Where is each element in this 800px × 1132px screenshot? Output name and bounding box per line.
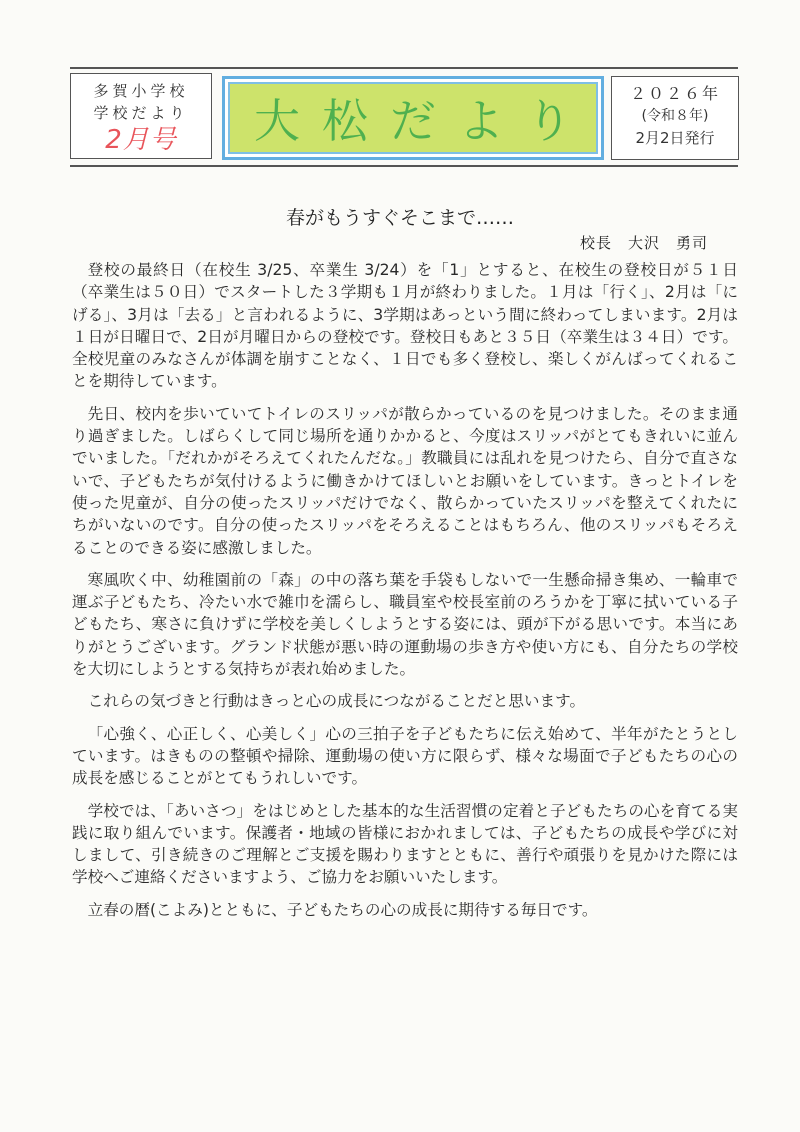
school-info-box [70,73,212,159]
masthead-title-box [222,76,604,160]
newsletter-label: 学校だより [93,104,189,122]
school-name: 多賀小学校 [93,82,189,100]
paragraph: 立春の暦(こよみ)とともに、子どもたちの心の成長に期待する毎日です。 [87,900,598,919]
era-year: (令和８年) [641,108,709,124]
masthead-title: 大松だより [254,94,594,148]
paragraph: 登校の最終日（在校生 3/25、卒業生 3/24）を「1」とすると、在校生の登校日が５１日（卒業生は５０日）でスタートした３学期も１月が終わりました。１月は「行く」、2月は「にげる」、3月は「去る」と言われるように、3学期はあっという間に終わってしまいます。2月は１日が日曜日で、2日が月曜日からの登校です。登校日もあと３５日（卒業生は３４日）です。全校児童のみなさんが体調を崩すことなく、１日でも多く登校し、楽しくがんばってくれることを期待しています。 [72,261,738,391]
header-bottom-rule [70,165,738,167]
issue-number: 2月号 [105,125,177,155]
paragraph: これらの気づきと行動はきっと心の成長につながることだと思います。 [87,692,586,711]
masthead-title-inner [228,82,598,154]
paragraph: 先日、校内を歩いていてトイレのスリッパが散らかっているのを見つけました。そのまま通り過ぎました。しばらくして同じ場所を通りかかると、今度はスリッパがとてもきれいに並んでいました。「だれかがそろえてくれたんだな。」教職員には乱れを見つけたら、自分で直さないで、子どもたちが気付けるように働きかけてほしいとお願いをしています。きっとトイレを使った児童が、自分の使ったスリッパだけでなく、散らかっていたスリッパを整えてくれたにちがいないのです。自分の使ったスリッパをそろえることはもちろん、他のスリッパもそろえることのできる姿に感激しました。 [72,404,738,557]
article-author: 校長 大沢 勇司 [579,234,708,252]
publish-date: 2月2日発行 [635,129,715,147]
paragraph: 寒風吹く中、幼稚園前の「森」の中の落ち葉を手袋もしないで一生懸命掃き集め、一輪車で運ぶ子どもたち、冷たい水で雑巾を濡らし、職員室や校長室前のろうかを丁寧に拭いている子どもたち、寒さに負けずに学校を美しくしようとする姿には、頭が下がる思いです。本当にありがとうございます。グランド状態が悪い時の運動場の歩き方や使い方にも、自分たちの学校を大切にしようとする気持ちが表れ始めました。 [72,570,738,679]
article-title: 春がもうすぐそこまで…… [285,207,514,229]
article-body [72,259,738,931]
paragraph: 学校では、「あいさつ」をはじめとした基本的な生活習慣の定着と子どもたちの心を育てる実践に取り組んでいます。保護者・地域の皆様におかれましては、子どもたちの成長や学びに対しまして、引き続きのご理解とご支援を賜わりますとともに、善行や頑張りを見かけた際には学校へご連絡くださいますよう、ご協力をお願いいたします。 [72,801,738,887]
paragraph: 「心強く、心正しく、心美しく」心の三拍子を子どもたちに伝え始めて、半年がたとうとしています。はきものの整頓や掃除、運動場の使い方に限らず、様々な場面で子どもたちの心の成長を感じることがとてもうれしいです。 [72,724,738,788]
publication-date-box [611,76,739,160]
publication-year: ２０２６年 [629,84,720,103]
header-top-rule [70,67,738,69]
